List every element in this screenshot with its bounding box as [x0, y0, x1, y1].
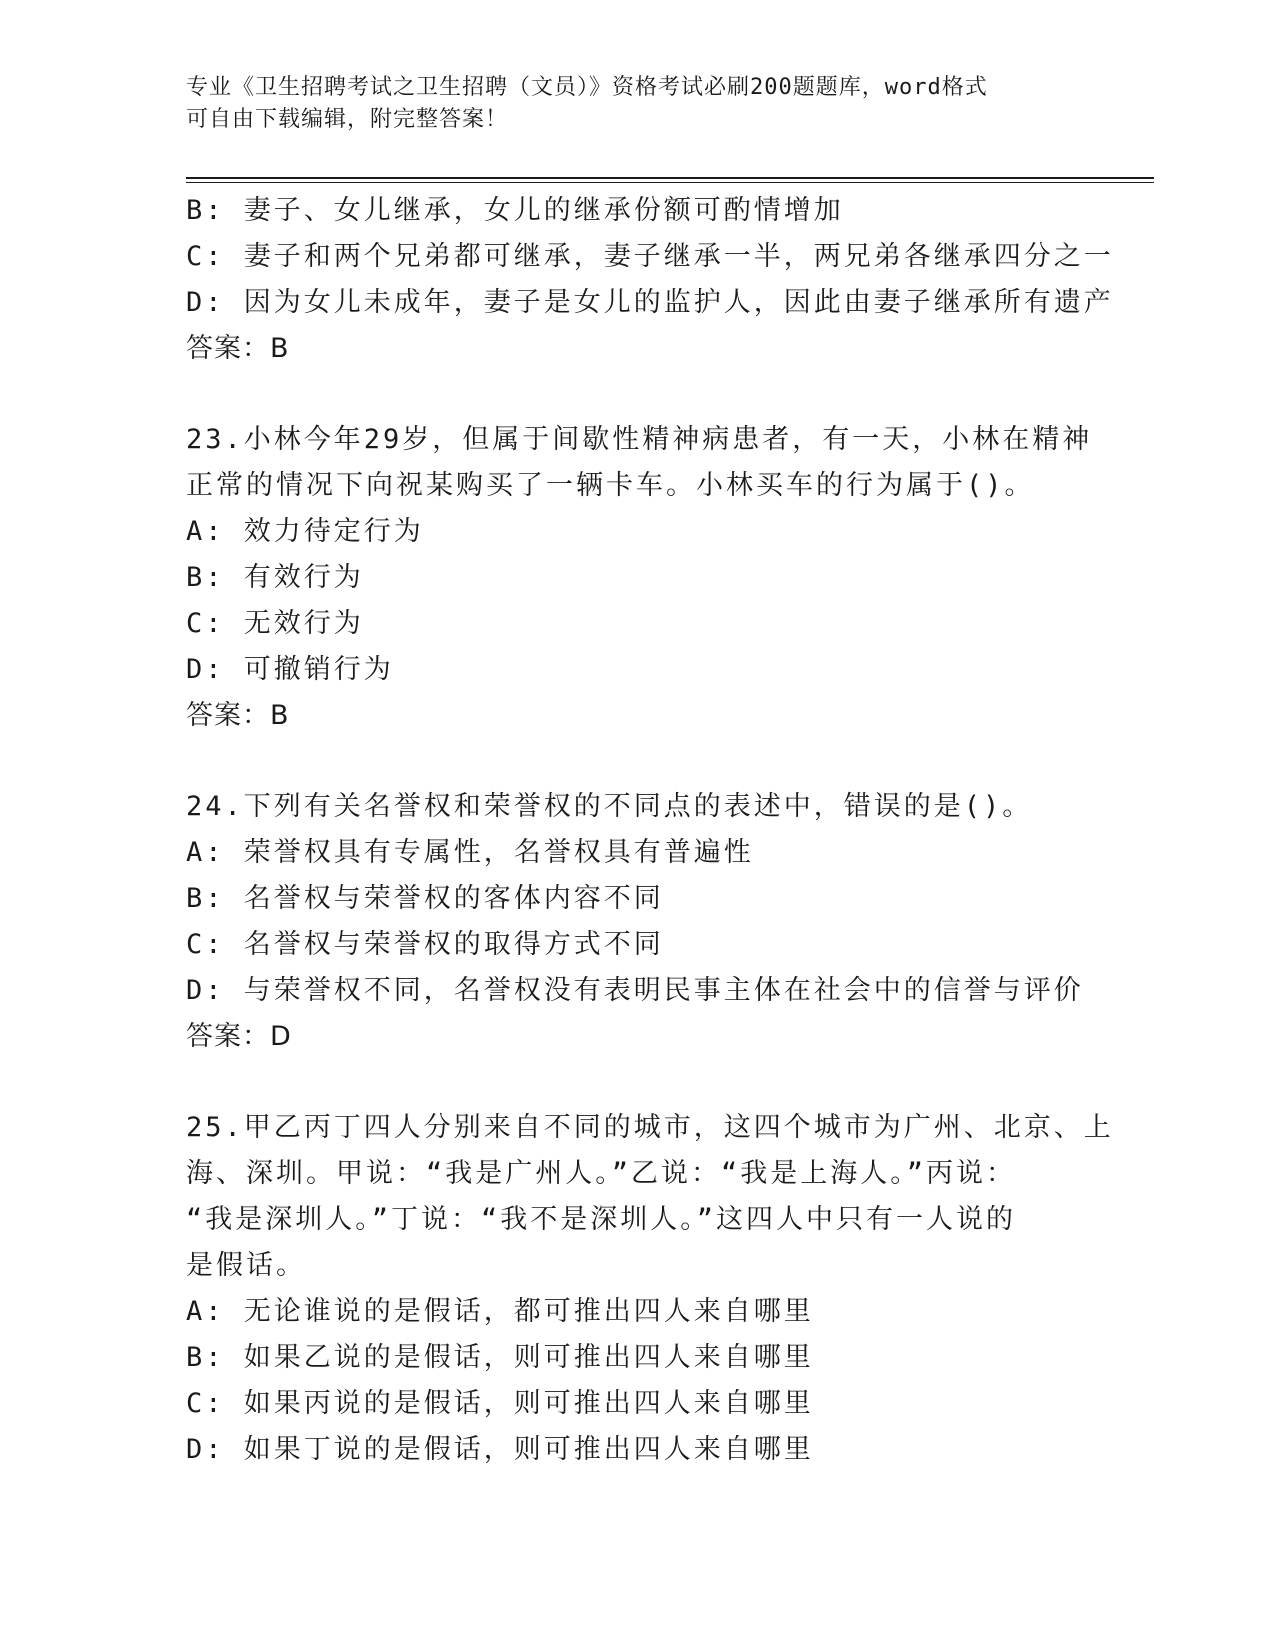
question-stem-line: 23.小林今年29岁，但属于间歇性精神病患者，有一天，小林在精神: [186, 424, 1093, 455]
option-a: A: 效力待定行为: [186, 516, 424, 547]
question-stem-line: 是假话。: [186, 1250, 306, 1281]
question-spacer: [186, 1060, 1086, 1105]
option-b: B: 有效行为: [186, 562, 364, 593]
option-d: D: 可撤销行为: [186, 654, 394, 685]
answer-line: 答案：B: [186, 700, 290, 731]
option-d: D: 与荣誉权不同，名誉权没有表明民事主体在社会中的信誉与评价: [186, 975, 1084, 1006]
option-c: C: 妻子和两个兄弟都可继承，妻子继承一半，两兄弟各继承四分之一: [186, 241, 1114, 272]
option-c: C: 无效行为: [186, 608, 364, 639]
question-stem-line: 24.下列有关名誉权和荣誉权的不同点的表述中，错误的是()。: [186, 791, 1033, 822]
header-divider-thin: [186, 182, 1154, 183]
answer-line: 答案：D: [186, 1021, 292, 1052]
question-spacer: [186, 372, 1086, 417]
question-stem-line: “我是深圳人。”丁说：“我不是深圳人。”这四人中只有一人说的: [186, 1204, 1017, 1235]
page-header: [186, 72, 1086, 136]
question-stem-line: 海、深圳。甲说：“我是广州人。”乙说：“我是上海人。”丙说：: [186, 1158, 1017, 1189]
header-divider-thick: [186, 177, 1154, 179]
option-c: C: 如果丙说的是假话，则可推出四人来自哪里: [186, 1388, 814, 1419]
question-22-continued: [186, 188, 1114, 372]
question-spacer: [186, 739, 1086, 784]
question-stem-line: 正常的情况下向祝某购买了一辆卡车。小林买车的行为属于()。: [186, 470, 1035, 501]
option-a: A: 无论谁说的是假话，都可推出四人来自哪里: [186, 1296, 814, 1327]
option-d: D: 如果丁说的是假话，则可推出四人来自哪里: [186, 1434, 814, 1465]
question-content: [186, 188, 1114, 1473]
header-title-line-1: 专业《卫生招聘考试之卫生招聘（文员）》资格考试必刷200题题库，word格式: [186, 75, 988, 100]
option-a: A: 荣誉权具有专属性，名誉权具有普遍性: [186, 837, 754, 868]
option-d: D: 因为女儿未成年，妻子是女儿的监护人，因此由妻子继承所有遗产: [186, 287, 1114, 318]
header-title-line-2: 可自由下载编辑，附完整答案！: [186, 107, 509, 132]
question-23: [186, 417, 1093, 739]
option-b: B: 如果乙说的是假话，则可推出四人来自哪里: [186, 1342, 814, 1373]
option-c: C: 名誉权与荣誉权的取得方式不同: [186, 929, 664, 960]
question-24: [186, 784, 1086, 1060]
option-b: B: 妻子、女儿继承，女儿的继承份额可酌情增加: [186, 195, 844, 226]
answer-line: 答案：B: [186, 333, 290, 364]
question-stem-line: 25.甲乙丙丁四人分别来自不同的城市，这四个城市为广州、北京、上: [186, 1112, 1114, 1143]
option-b: B: 名誉权与荣誉权的客体内容不同: [186, 883, 664, 914]
question-25: [186, 1105, 1114, 1473]
